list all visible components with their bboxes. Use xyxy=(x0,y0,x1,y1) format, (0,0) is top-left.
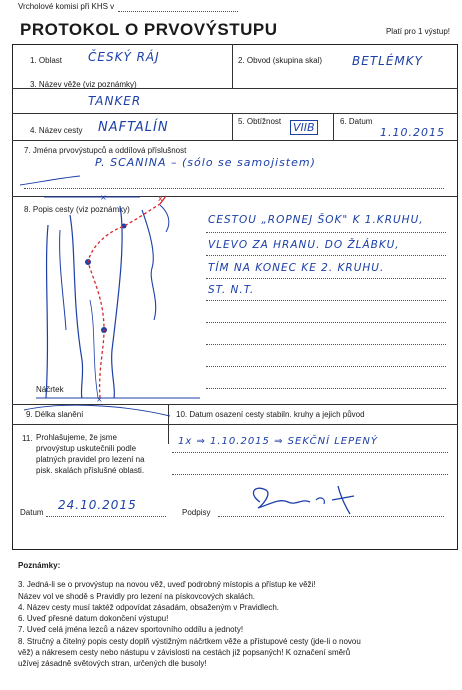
signed-date-value: 24.10.2015 xyxy=(58,498,137,512)
rings-dotted-2 xyxy=(172,474,448,475)
climbers-label: 7. Jména prvovýstupců a oddílová příslušnost xyxy=(24,146,187,155)
rings-label: 10. Datum osazení cesty stabiln. kruhy a jejich původ xyxy=(176,410,365,419)
description-label: 8. Popis cesty (viz poznámky) xyxy=(24,205,130,214)
climbers-value: P. SCANINA – (sólo se samojistem) xyxy=(95,156,316,169)
tower-value: TANKER xyxy=(88,94,142,108)
sketch-label: Náčrtek xyxy=(36,385,64,394)
description-dotted-3 xyxy=(206,278,446,279)
signed-date-label: Datum xyxy=(20,508,44,517)
svg-text:x: x xyxy=(158,194,163,203)
route-value: NAFTALÍN xyxy=(98,120,169,135)
descent-label: 9. Délka slanění xyxy=(26,410,84,419)
description-dotted-2 xyxy=(206,255,446,256)
rings-value: 1x ⇒ 1.10.2015 ⇒ SEKČNÍ LEPENÝ xyxy=(178,436,379,447)
signatures-label: Podpisy xyxy=(182,508,211,517)
notes-section xyxy=(18,560,452,670)
rings-dotted-1 xyxy=(172,452,448,453)
description-dotted-6 xyxy=(206,344,446,345)
form-title: PROTOKOL O PRVOVÝSTUPU xyxy=(20,20,278,39)
declaration-number: 11. xyxy=(22,434,33,443)
svg-text:×: × xyxy=(100,193,107,202)
note-item: Název vol ve shodě s Pravidly pro lezení na pískovcových skalách. xyxy=(18,591,256,601)
note-item: 4. Název cesty musí taktéž odpovídat zásadám, obsaženým v Pravidlech. xyxy=(18,602,280,612)
description-dotted-7 xyxy=(206,366,446,367)
copy-note: Platí pro 1 výstup! xyxy=(385,27,450,36)
description-dotted-8 xyxy=(206,388,446,389)
description-line-4: ST. N.T. xyxy=(208,284,255,296)
note-item: 6. Uveď přesné datum dokončení výstupu! xyxy=(18,614,169,624)
handwritten-signature xyxy=(240,480,380,520)
description-dotted-5 xyxy=(206,322,446,323)
date-label: 6. Datum xyxy=(340,117,373,126)
signed-date-dotted xyxy=(46,516,166,517)
note-item: 3. Jedná-li se o prvovýstup na novou věž, uveď podrobný místopis a přístup ke věži! xyxy=(18,580,316,590)
notes-title: Poznámky: xyxy=(18,561,61,570)
area-label: 1. Oblast xyxy=(30,56,63,65)
note-item: 8. Stručný a čitelný popis cesty doplň výstižným náčrtkem věže a přístupové cesty (jde-li o novou xyxy=(18,636,361,646)
description-line-2: VLEVO ZA HRANU. DO ŽLÁBKU, xyxy=(208,239,400,251)
route-label: 4. Název cesty xyxy=(30,126,83,135)
note-item: 7. Uveď celá jména lezců a název sportovního oddílu a jednoty! xyxy=(18,625,244,635)
grade-label: 5. Obtížnost xyxy=(238,117,282,126)
note-item: užívej zásadně světových stran, určených dle busoly! xyxy=(18,659,207,669)
description-dotted-1 xyxy=(206,232,446,233)
area-value: ČESKÝ RÁJ xyxy=(88,50,160,64)
region-value: BETLÉMKY xyxy=(352,54,423,68)
description-line-1: CESTOU „ROPNEJ ŠOK" K 1.KRUHU, xyxy=(208,214,424,226)
description-dotted-4 xyxy=(206,300,446,301)
note-item: věž) a nákresem cesty nebo nástupu v závislosti na cestách již popsaných! K označení směrů xyxy=(18,648,351,658)
declaration-text: Prohlašujeme, že jsme prvovýstup uskutečnili podle platných pravidel pro lezení na pisk. skalách příslušné oblasti. xyxy=(36,433,145,475)
description-line-3: TÍM NA KONEC KE 2. KRUHU. xyxy=(208,262,385,274)
committee-header: Vrcholové komisi při KHS v xyxy=(18,2,115,11)
date-value: 1.10.2015 xyxy=(380,126,445,139)
svg-text:×: × xyxy=(96,395,103,404)
grade-value: VIIB xyxy=(290,120,318,135)
tower-label: 3. Název věže (viz poznámky) xyxy=(30,80,137,89)
region-label: 2. Obvod (skupina skal) xyxy=(238,56,323,65)
